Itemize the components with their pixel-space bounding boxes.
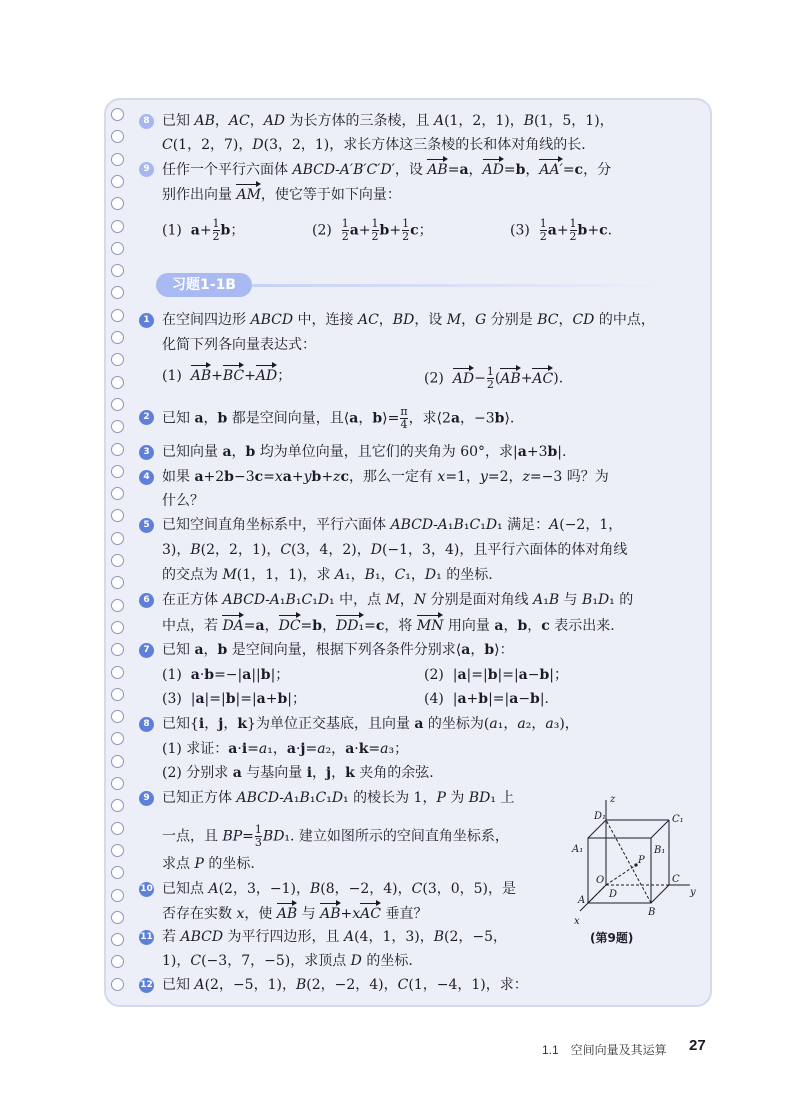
binder-ring (111, 443, 124, 456)
item-number: 8 (139, 114, 154, 129)
text-line: 3)，B(2，2，1)，C(3，4，2)，D(−1，3，4)，且平行六面体的体对角线 (162, 542, 628, 558)
fig-label: A₁ (572, 844, 584, 855)
binder-ring (111, 599, 124, 612)
item-number: 8 (139, 717, 154, 732)
binder-ring (111, 866, 124, 879)
text-line: 任作一个平行六面体 ABCD-A′B′C′D′，设 AB=a，AD=b，AA′=c，分 (162, 162, 612, 178)
item-number: 4 (139, 470, 154, 485)
binder-ring (111, 666, 124, 679)
text-line: 在空间四边形 ABCD 中，连接 AC，BD，设 M，G 分别是 BC，CD 的中点， (162, 312, 655, 328)
binder-ring (111, 331, 124, 344)
binder-ring (111, 822, 124, 835)
text-line: 已知{i，j，k}为单位正交基底，且向量 a 的坐标为(a₁，a₂，a₃)， (162, 716, 579, 732)
fig-label: D₁ (594, 811, 607, 822)
text-line: 已知空间直角坐标系中，平行六面体 ABCD-A₁B₁C₁D₁ 满足：A(−2，1， (162, 517, 623, 533)
binder-ring (111, 777, 124, 790)
fig-label: y (690, 887, 696, 898)
binder-ring (111, 933, 124, 946)
text-line: 化简下列各向量表达式： (162, 337, 316, 353)
text-line: 一点，且 BP= $\frac{1}{3}$ BD₁. 建立如图所示的空间直角坐标系， (162, 823, 509, 849)
text-line: 已知点 A(2，3，−1)，B(8，−2，4)，C(3，0，5)，是 (162, 881, 517, 897)
text-line: (3) |a|=|b|=|a+b|； (162, 691, 306, 707)
text-line: 已知 a，b 是空间向量，根据下列各条件分别求⟨a，b⟩： (162, 642, 514, 658)
text-line: 在正方体 ABCD-A₁B₁C₁D₁ 中，点 M，N 分别是面对角线 A₁B 与 B₁D₁ 的 (162, 592, 634, 608)
binder-ring (111, 955, 124, 968)
binder-ring (111, 264, 124, 277)
text-line: C(1，2，7)，D(3，2，1)，求长方体这三条棱的长和体对角线的长. (162, 137, 586, 153)
text-line: 1)，C(−3，7，−5)，求顶点 D 的坐标. (162, 953, 413, 969)
binder-ring (111, 889, 124, 902)
binder-ring (111, 844, 124, 857)
binder-rings (108, 108, 130, 998)
page-number: 27 (689, 1037, 706, 1054)
text-line: 已知 AB，AC，AD 为长方体的三条棱，且 A(1，2，1)，B(1，5，1)， (162, 113, 614, 129)
item-number: 9 (139, 791, 154, 806)
fig-label: C (672, 874, 680, 885)
binder-ring (111, 911, 124, 924)
binder-ring (111, 576, 124, 589)
binder-ring (111, 688, 124, 701)
text-line: 已知 A(2，−5，1)，B(2，−2，4)，C(1，−4，1)，求： (162, 977, 528, 993)
text-line: 什么？ (162, 493, 204, 509)
binder-ring (111, 286, 124, 299)
binder-ring (111, 755, 124, 768)
text-line: (4) |a+b|=|a−b|. (424, 691, 550, 707)
item-number: 7 (139, 643, 154, 658)
text-line: (3) $\frac{1}{2}$ a+ $\frac{1}{2}$ b+c. (510, 217, 613, 243)
binder-ring (111, 353, 124, 366)
fig-label: x (574, 916, 580, 927)
fig-label: z (610, 794, 616, 805)
text-line: (1) a·b=−|a||b|； (162, 667, 290, 683)
binder-ring (111, 130, 124, 143)
text-line: (2) 分别求 a 与基向量 i，j，k 夹角的余弦. (162, 765, 434, 781)
text-line: (1) AB+BC+AD； (162, 368, 292, 384)
fig-label: D (609, 889, 618, 900)
text-line: 求点 P 的坐标. (162, 856, 255, 872)
text-line: 别作出向量 AM，使它等于如下向量： (162, 187, 401, 203)
text-line: 否存在实数 x，使 AB 与 AB+xAC 垂直？ (162, 906, 428, 922)
text-line: 中点，若 DA=a，DC=b，DD₁=c，将 MN 用向量 a，b，c 表示出来. (162, 618, 615, 634)
text-line: 如果 a+2b−3c=xa+yb+zc，那么一定有 x=1，y=2，z=−3 吗？为 (162, 469, 609, 485)
item-number: 2 (139, 410, 154, 425)
section-banner: 习题1-1B (156, 273, 252, 297)
binder-ring (111, 465, 124, 478)
binder-ring (111, 242, 124, 255)
text-line: (2) AD− $\frac{1}{2}$ (AB+AC). (424, 365, 564, 391)
binder-ring (111, 420, 124, 433)
binder-ring (111, 732, 124, 745)
text-line: (2) |a|=|b|=|a−b|； (424, 667, 568, 683)
item-number: 9 (139, 162, 154, 177)
text-line: (2) $\frac{1}{2}$ a+ $\frac{1}{2}$ b+ $\frac{1}{2}$ c； (312, 217, 433, 243)
item-number: 11 (139, 930, 154, 945)
binder-ring (111, 554, 124, 567)
text-line: 的交点为 M(1，1，1)，求 A₁，B₁，C₁，D₁ 的坐标. (162, 567, 493, 583)
text-line: 已知正方体 ABCD-A₁B₁C₁D₁ 的棱长为 1，P 为 BD₁ 上 (162, 790, 515, 806)
binder-ring (111, 309, 124, 322)
cube-figure (566, 790, 706, 950)
binder-ring (111, 487, 124, 500)
binder-ring (111, 621, 124, 634)
binder-ring (111, 108, 124, 121)
section-footer: 1.1 空间向量及其运算 (542, 1043, 667, 1057)
item-number: 5 (139, 518, 154, 533)
binder-ring (111, 153, 124, 166)
binder-ring (111, 376, 124, 389)
item-number: 12 (139, 978, 154, 993)
binder-ring (111, 710, 124, 723)
item-number: 1 (139, 313, 154, 328)
binder-ring (111, 978, 124, 991)
binder-ring (111, 509, 124, 522)
text-line: (1) a+ $\frac{1}{2}$ b； (162, 217, 245, 243)
banner-rule (252, 284, 666, 287)
fig-label: B (648, 907, 656, 918)
binder-ring (111, 643, 124, 656)
text-line: 已知 a，b 都是空间向量，且⟨a，b⟩= $\frac{\pi}{4}$ ，求⟨2a，−3b⟩. (162, 405, 515, 431)
binder-ring (111, 197, 124, 210)
fig-label: P (638, 855, 645, 866)
binder-ring (111, 532, 124, 545)
binder-ring (111, 799, 124, 812)
item-number: 3 (139, 445, 154, 460)
figure-caption: (第9题) (590, 931, 634, 945)
binder-ring (111, 175, 124, 188)
fig-label: A (578, 895, 586, 906)
text-line: 若 ABCD 为平行四边形，且 A(4，1，3)，B(2，−5， (162, 929, 508, 945)
item-number: 10 (139, 882, 154, 897)
fig-label: O (596, 875, 605, 886)
text-line: (1) 求证：a·i=a₁，a·j=a₂，a·k=a₃； (162, 741, 409, 757)
fig-label: B₁ (654, 845, 666, 856)
text-line: 已知向量 a，b 均为单位向量，且它们的夹角为 60°，求|a+3b|. (162, 444, 567, 460)
fig-label: C₁ (672, 814, 684, 825)
item-number: 6 (139, 593, 154, 608)
binder-ring (111, 220, 124, 233)
binder-ring (111, 398, 124, 411)
